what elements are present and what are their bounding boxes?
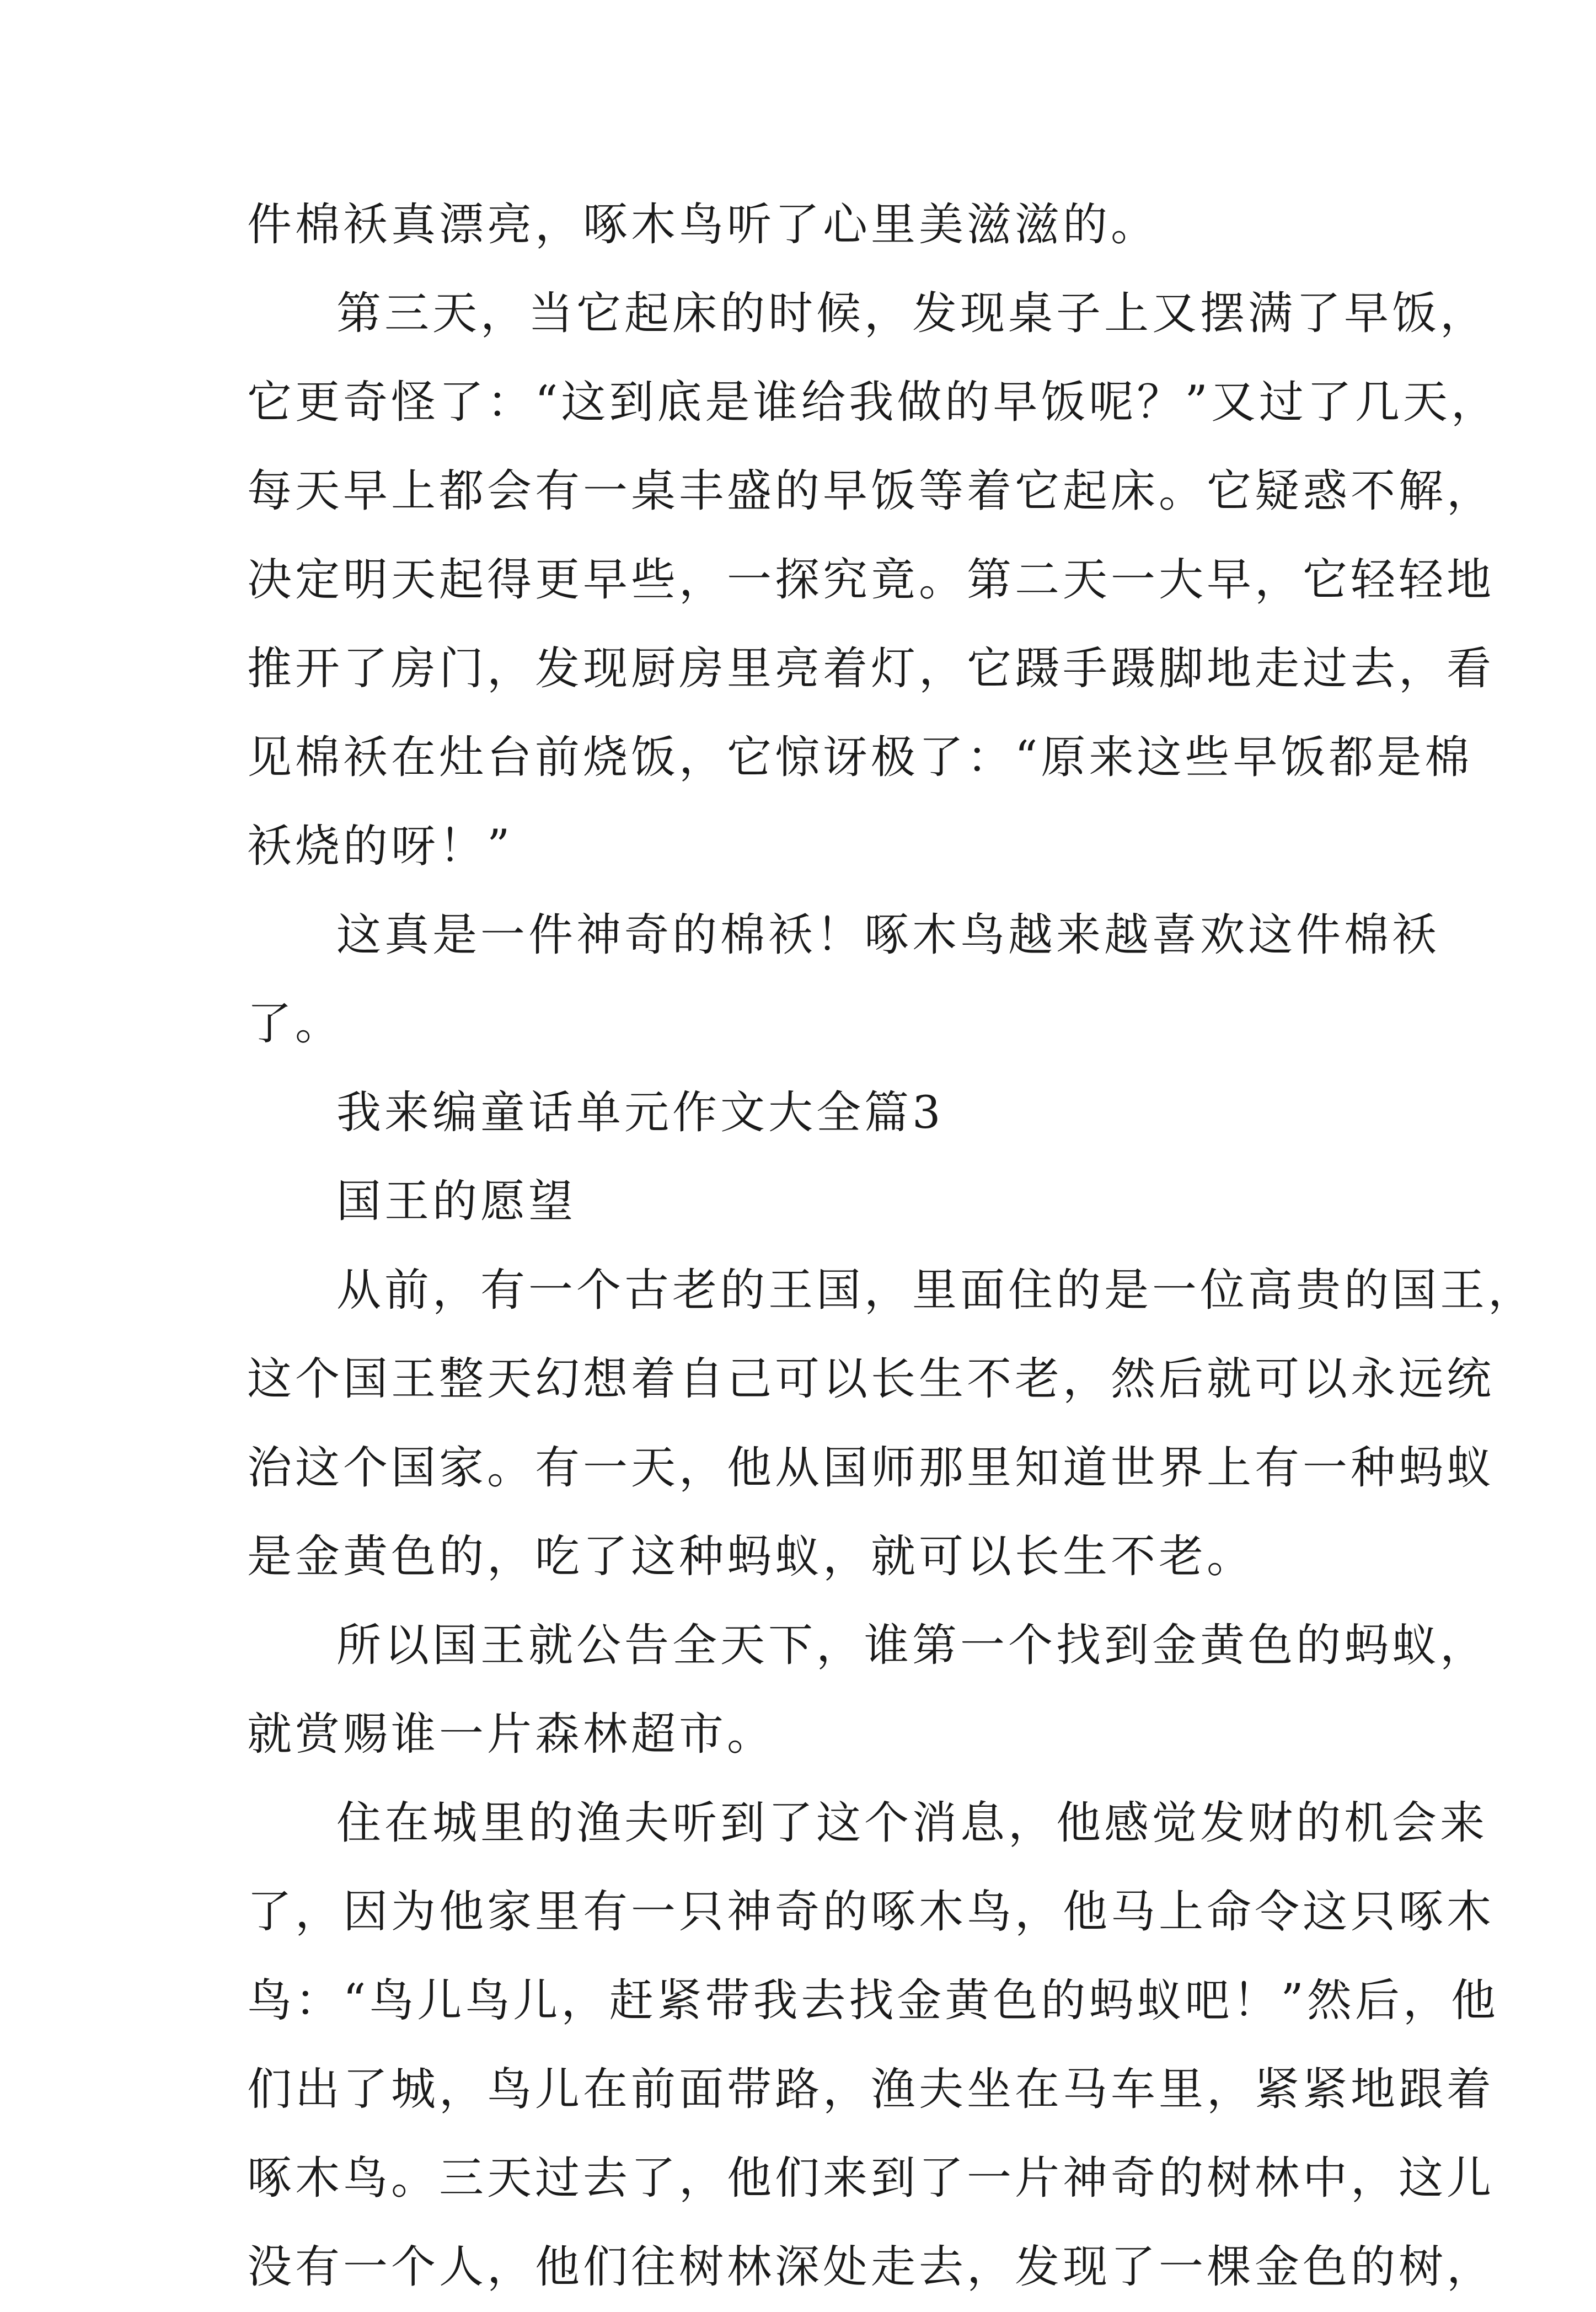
text-line: 决定明天起得更早些，一探究竟。第二天一大早，它轻轻地 — [247, 554, 1495, 606]
paragraph-start-line: 第三天，当它起床的时候，发现桌子上又摆满了早饭， — [336, 288, 1488, 340]
text-line: 们出了城，鸟儿在前面带路，渔夫坐在马车里，紧紧地跟着 — [247, 2064, 1495, 2116]
document-body — [247, 181, 1536, 2312]
text-line: 治这个国家。有一天，他从国师那里知道世界上有一种蚂蚁 — [247, 1442, 1495, 1494]
paragraph-start-line: 所以国王就公告全天下，谁第一个找到金黄色的蚂蚁， — [336, 1620, 1488, 1672]
text-line: 啄木鸟。三天过去了，他们来到了一片神奇的树林中，这儿 — [247, 2153, 1495, 2204]
text-line: 了，因为他家里有一只神奇的啄木鸟，他马上命令这只啄木 — [247, 1886, 1495, 1938]
paragraph-start-line: 从前，有一个古老的王国，里面住的是一位高贵的国王， — [336, 1265, 1536, 1316]
text-line: 是金黄色的，吃了这种蚂蚁，就可以长生不老。 — [247, 1531, 1255, 1583]
text-line: 见棉袄在灶台前烧饭，它惊讶极了：“原来这些早饭都是棉 — [247, 732, 1473, 784]
paragraph-start-line: 这真是一件神奇的棉袄！啄木鸟越来越喜欢这件棉袄 — [336, 909, 1440, 961]
text-line: 就赏赐谁一片森林超市。 — [247, 1709, 775, 1760]
text-line: 件棉袄真漂亮，啄木鸟听了心里美滋滋的。 — [247, 199, 1159, 251]
text-line: 每天早上都会有一桌丰盛的早饭等着它起床。它疑惑不解， — [247, 465, 1495, 517]
text-line: 推开了房门，发现厨房里亮着灯，它蹑手蹑脚地走过去，看 — [247, 643, 1495, 695]
text-line: 了。 — [247, 998, 344, 1050]
text-line: 鸟：“鸟儿鸟儿，赶紧带我去找金黄色的蚂蚁吧！”然后，他 — [247, 1975, 1499, 2027]
text-line: 这个国王整天幻想着自己可以长生不老，然后就可以永远统 — [247, 1353, 1495, 1405]
text-line: 袄烧的呀！” — [247, 821, 513, 873]
text-line: 没有一个人，他们往树林深处走去，发现了一棵金色的树， — [247, 2241, 1495, 2293]
paragraph-start-line: 住在城里的渔夫听到了这个消息，他感觉发财的机会来 — [336, 1797, 1488, 1849]
story-title: 国王的愿望 — [336, 1176, 577, 1228]
section-heading: 我来编童话单元作文大全篇3 — [336, 1087, 944, 1139]
text-line: 它更奇怪了：“这到底是谁给我做的早饭呢？”又过了几天， — [247, 377, 1499, 429]
